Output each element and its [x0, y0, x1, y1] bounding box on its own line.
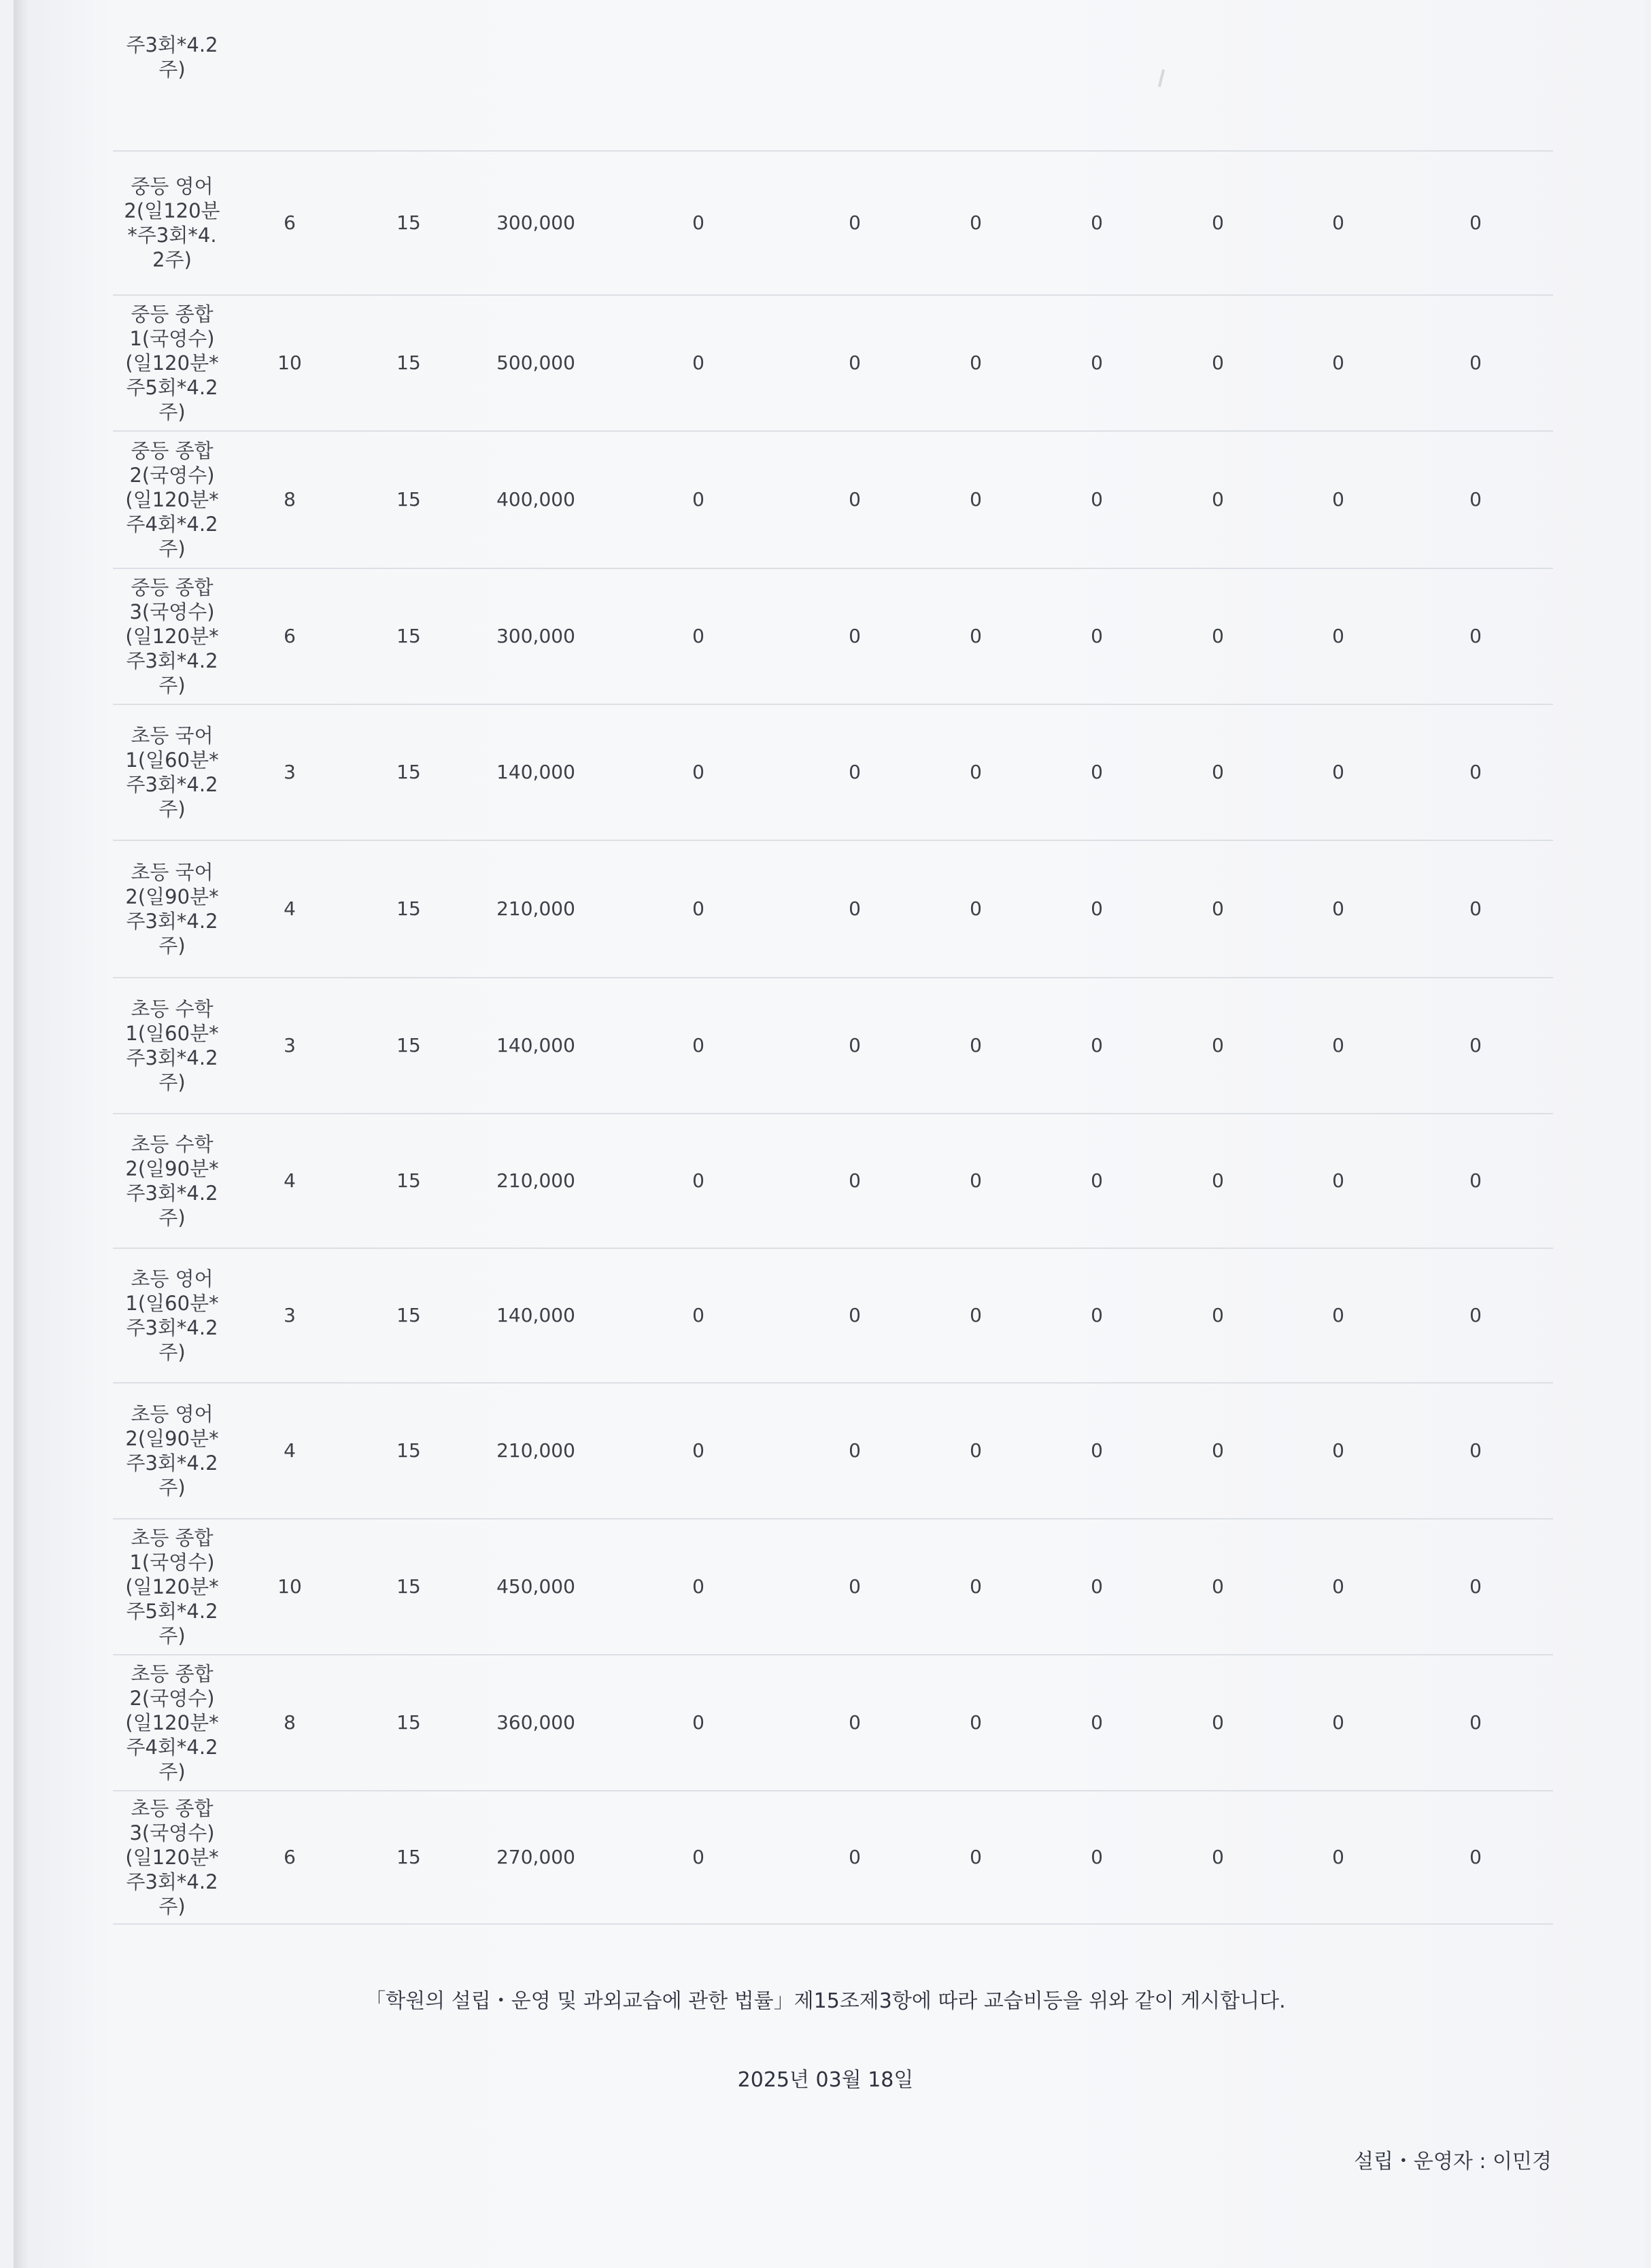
other-fee-cell: 0: [1157, 151, 1278, 295]
other-fee-cell: 0: [915, 1114, 1036, 1248]
tuition-fee-cell: [469, 0, 602, 151]
other-fee-cell: 0: [1278, 1114, 1398, 1248]
course-name-cell: 초등 영어 2(일90분* 주3회*4.2 주): [113, 1383, 231, 1519]
tuition-fee-cell: 450,000: [469, 1519, 602, 1655]
tuition-fee-table: [113, 0, 1553, 1925]
hours-cell: 3: [231, 1248, 348, 1383]
hours-cell: 3: [231, 704, 348, 840]
table-row: [113, 1519, 1553, 1655]
other-fee-cell: 0: [1398, 151, 1553, 295]
course-name-cell: 중등 영어 2(일120분 *주3회*4. 2주): [113, 151, 231, 295]
other-fee-cell: [915, 0, 1036, 151]
other-fee-cell: 0: [794, 295, 915, 431]
other-fee-cell: 0: [794, 1519, 915, 1655]
other-fee-cell: 0: [1036, 840, 1157, 978]
course-name-cell: 주3회*4.2 주): [113, 0, 231, 151]
course-name-cell: 초등 영어 1(일60분* 주3회*4.2 주): [113, 1248, 231, 1383]
other-fee-cell: 0: [602, 1791, 794, 1924]
other-fee-cell: 0: [794, 1791, 915, 1924]
table-row: [113, 1248, 1553, 1383]
tuition-fee-cell: 360,000: [469, 1655, 602, 1791]
tuition-fee-cell: 210,000: [469, 840, 602, 978]
other-fee-cell: 0: [1278, 704, 1398, 840]
hours-cell: 6: [231, 1791, 348, 1924]
hours-cell: 4: [231, 840, 348, 978]
other-fee-cell: 0: [1398, 1383, 1553, 1519]
capacity-cell: 15: [348, 1519, 469, 1655]
other-fee-cell: 0: [602, 1114, 794, 1248]
other-fee-cell: 0: [602, 1383, 794, 1519]
capacity-cell: 15: [348, 568, 469, 704]
course-name-cell: 초등 국어 1(일60분* 주3회*4.2 주): [113, 704, 231, 840]
other-fee-cell: 0: [915, 1383, 1036, 1519]
other-fee-cell: 0: [1278, 568, 1398, 704]
course-name-cell: 초등 종합 1(국영수) (일120분* 주5회*4.2 주): [113, 1519, 231, 1655]
other-fee-cell: 0: [1036, 1791, 1157, 1924]
course-name-cell: 초등 수학 2(일90분* 주3회*4.2 주): [113, 1114, 231, 1248]
tuition-fee-cell: 400,000: [469, 431, 602, 568]
capacity-cell: 15: [348, 1248, 469, 1383]
other-fee-cell: 0: [915, 1248, 1036, 1383]
hours-cell: 4: [231, 1114, 348, 1248]
course-name-cell: 중등 종합 3(국영수) (일120분* 주3회*4.2 주): [113, 568, 231, 704]
table-row: [113, 840, 1553, 978]
table-row: [113, 431, 1553, 568]
tuition-fee-cell: 270,000: [469, 1791, 602, 1924]
other-fee-cell: 0: [1036, 1114, 1157, 1248]
course-name-cell: 중등 종합 1(국영수) (일120분* 주5회*4.2 주): [113, 295, 231, 431]
other-fee-cell: 0: [915, 568, 1036, 704]
other-fee-cell: 0: [794, 1383, 915, 1519]
hours-cell: 6: [231, 568, 348, 704]
other-fee-cell: 0: [794, 151, 915, 295]
other-fee-cell: 0: [1157, 568, 1278, 704]
hours-cell: 4: [231, 1383, 348, 1519]
other-fee-cell: 0: [1278, 978, 1398, 1114]
other-fee-cell: 0: [1157, 704, 1278, 840]
other-fee-cell: 0: [602, 431, 794, 568]
posting-date: 2025년 03월 18일: [737, 2068, 914, 2092]
other-fee-cell: 0: [602, 295, 794, 431]
table-row: [113, 0, 1553, 151]
other-fee-cell: 0: [1157, 431, 1278, 568]
tuition-fee-cell: 140,000: [469, 1248, 602, 1383]
capacity-cell: 15: [348, 431, 469, 568]
other-fee-cell: 0: [915, 840, 1036, 978]
other-fee-cell: 0: [602, 151, 794, 295]
course-name-cell: 초등 종합 2(국영수) (일120분* 주4회*4.2 주): [113, 1655, 231, 1791]
other-fee-cell: 0: [1398, 1791, 1553, 1924]
other-fee-cell: 0: [1036, 431, 1157, 568]
table-row: [113, 295, 1553, 431]
legal-notice: 「학원의 설립・운영 및 과외교습에 관한 법률」제15조제3항에 따라 교습비등을 위와 같이 게시합니다.: [365, 1989, 1286, 2013]
tuition-fee-cell: 210,000: [469, 1114, 602, 1248]
hours-cell: 6: [231, 151, 348, 295]
hours-cell: 10: [231, 1519, 348, 1655]
other-fee-cell: 0: [602, 840, 794, 978]
capacity-cell: 15: [348, 151, 469, 295]
other-fee-cell: 0: [915, 431, 1036, 568]
tuition-fee-cell: 300,000: [469, 151, 602, 295]
other-fee-cell: [602, 0, 794, 151]
table-row: [113, 1655, 1553, 1791]
other-fee-cell: 0: [602, 1248, 794, 1383]
capacity-cell: [348, 0, 469, 151]
other-fee-cell: 0: [794, 704, 915, 840]
other-fee-cell: 0: [1398, 840, 1553, 978]
other-fee-cell: [1036, 0, 1157, 151]
other-fee-cell: 0: [602, 704, 794, 840]
capacity-cell: 15: [348, 1791, 469, 1924]
other-fee-cell: [1157, 0, 1278, 151]
other-fee-cell: [1278, 0, 1398, 151]
course-name-cell: 초등 종합 3(국영수) (일120분* 주3회*4.2 주): [113, 1791, 231, 1924]
other-fee-cell: 0: [915, 151, 1036, 295]
tuition-fee-cell: 500,000: [469, 295, 602, 431]
other-fee-cell: 0: [1157, 1791, 1278, 1924]
other-fee-cell: 0: [1157, 978, 1278, 1114]
tuition-fee-cell: 210,000: [469, 1383, 602, 1519]
other-fee-cell: 0: [794, 431, 915, 568]
other-fee-cell: 0: [1398, 1248, 1553, 1383]
other-fee-cell: 0: [602, 568, 794, 704]
other-fee-cell: 0: [602, 1655, 794, 1791]
other-fee-cell: 0: [794, 1655, 915, 1791]
other-fee-cell: 0: [915, 1791, 1036, 1924]
other-fee-cell: 0: [1036, 295, 1157, 431]
other-fee-cell: 0: [1398, 1655, 1553, 1791]
other-fee-cell: 0: [915, 1655, 1036, 1791]
hours-cell: 3: [231, 978, 348, 1114]
other-fee-cell: 0: [794, 1114, 915, 1248]
capacity-cell: 15: [348, 1114, 469, 1248]
hours-cell: 10: [231, 295, 348, 431]
other-fee-cell: 0: [794, 1248, 915, 1383]
hours-cell: 8: [231, 431, 348, 568]
other-fee-cell: 0: [1036, 1248, 1157, 1383]
tuition-fee-cell: 140,000: [469, 978, 602, 1114]
course-name-cell: 초등 국어 2(일90분* 주3회*4.2 주): [113, 840, 231, 978]
other-fee-cell: 0: [1157, 840, 1278, 978]
table-row: [113, 704, 1553, 840]
other-fee-cell: 0: [794, 840, 915, 978]
capacity-cell: 15: [348, 1655, 469, 1791]
tuition-fee-cell: 300,000: [469, 568, 602, 704]
other-fee-cell: 0: [1278, 1655, 1398, 1791]
table-row: [113, 978, 1553, 1114]
table-row: [113, 568, 1553, 704]
capacity-cell: 15: [348, 1383, 469, 1519]
capacity-cell: 15: [348, 840, 469, 978]
other-fee-cell: 0: [1278, 431, 1398, 568]
paper-edge: [14, 0, 29, 2268]
other-fee-cell: 0: [1157, 1114, 1278, 1248]
other-fee-cell: [1398, 0, 1553, 151]
table-row: [113, 1791, 1553, 1924]
other-fee-cell: 0: [1398, 1519, 1553, 1655]
capacity-cell: 15: [348, 704, 469, 840]
other-fee-cell: 0: [1278, 295, 1398, 431]
course-name-cell: 중등 종합 2(국영수) (일120분* 주4회*4.2 주): [113, 431, 231, 568]
other-fee-cell: 0: [1398, 431, 1553, 568]
operator-signature: 설립・운영자 : 이민경: [1353, 2150, 1552, 2174]
other-fee-cell: 0: [794, 978, 915, 1114]
tuition-fee-cell: 140,000: [469, 704, 602, 840]
other-fee-cell: 0: [1157, 1248, 1278, 1383]
other-fee-cell: 0: [1398, 1114, 1553, 1248]
other-fee-cell: 0: [1278, 1791, 1398, 1924]
hours-cell: [231, 0, 348, 151]
other-fee-cell: 0: [602, 1519, 794, 1655]
capacity-cell: 15: [348, 978, 469, 1114]
other-fee-cell: [794, 0, 915, 151]
other-fee-cell: 0: [1157, 1655, 1278, 1791]
other-fee-cell: 0: [1036, 568, 1157, 704]
other-fee-cell: 0: [1398, 295, 1553, 431]
other-fee-cell: 0: [1036, 151, 1157, 295]
other-fee-cell: 0: [1036, 1383, 1157, 1519]
other-fee-cell: 0: [915, 295, 1036, 431]
table-body: [113, 0, 1553, 1924]
other-fee-cell: 0: [794, 568, 915, 704]
table-row: [113, 1383, 1553, 1519]
other-fee-cell: 0: [1278, 840, 1398, 978]
other-fee-cell: 0: [1036, 978, 1157, 1114]
other-fee-cell: 0: [1398, 568, 1553, 704]
other-fee-cell: 0: [1036, 1655, 1157, 1791]
other-fee-cell: 0: [1278, 1248, 1398, 1383]
other-fee-cell: 0: [1278, 1519, 1398, 1655]
other-fee-cell: 0: [1398, 704, 1553, 840]
table-row: [113, 1114, 1553, 1248]
capacity-cell: 15: [348, 295, 469, 431]
other-fee-cell: 0: [1278, 1383, 1398, 1519]
other-fee-cell: 0: [915, 704, 1036, 840]
other-fee-cell: 0: [1036, 704, 1157, 840]
other-fee-cell: 0: [1157, 1519, 1278, 1655]
other-fee-cell: 0: [1398, 978, 1553, 1114]
table-row: [113, 151, 1553, 295]
other-fee-cell: 0: [915, 1519, 1036, 1655]
other-fee-cell: 0: [602, 978, 794, 1114]
other-fee-cell: 0: [1278, 151, 1398, 295]
other-fee-cell: 0: [915, 978, 1036, 1114]
course-name-cell: 초등 수학 1(일60분* 주3회*4.2 주): [113, 978, 231, 1114]
hours-cell: 8: [231, 1655, 348, 1791]
other-fee-cell: 0: [1036, 1519, 1157, 1655]
other-fee-cell: 0: [1157, 1383, 1278, 1519]
other-fee-cell: 0: [1157, 295, 1278, 431]
